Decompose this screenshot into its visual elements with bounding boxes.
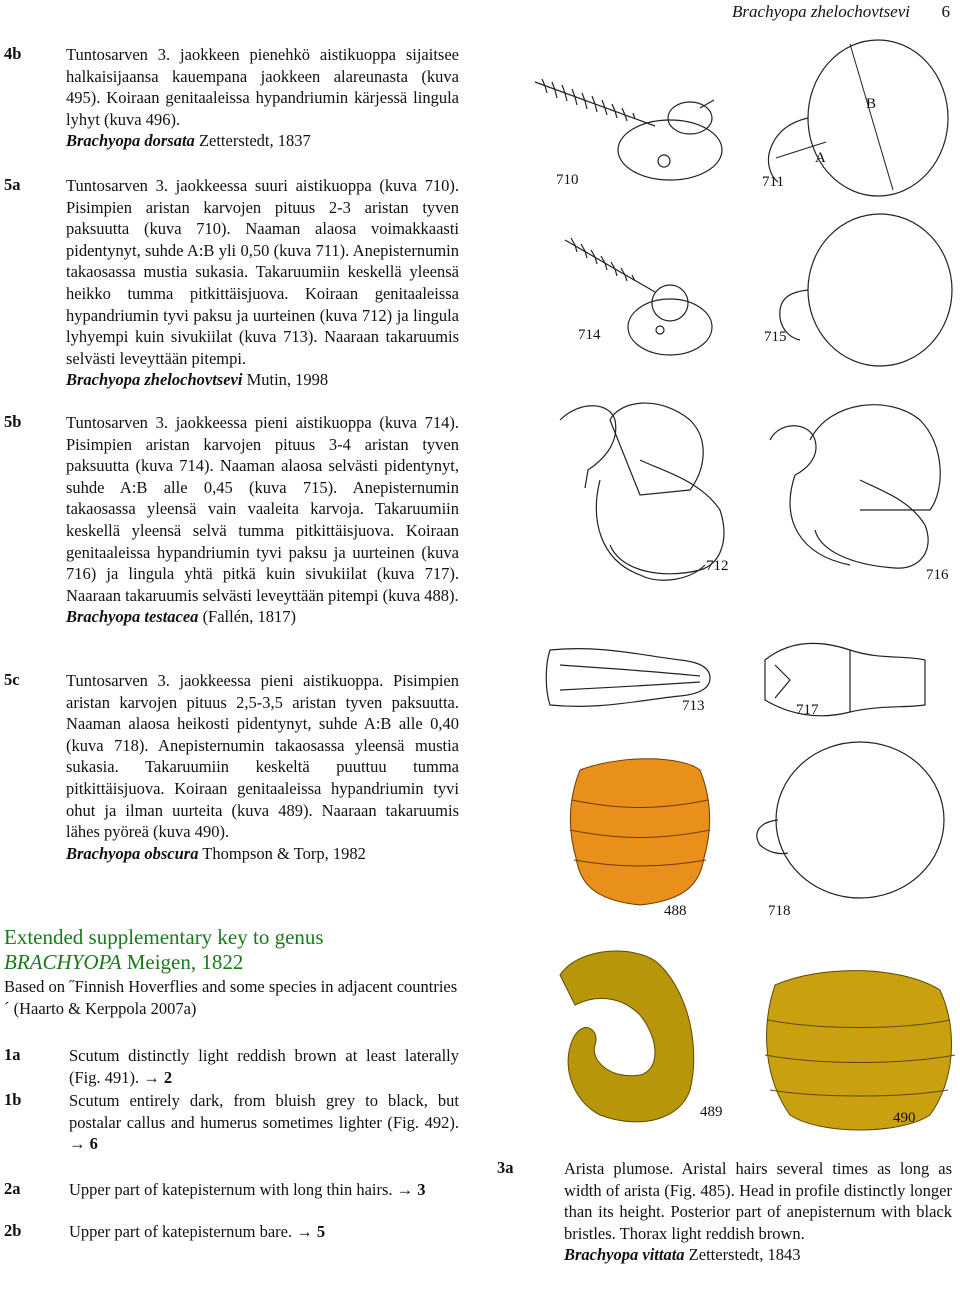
species-author: Zetterstedt, 1837	[194, 131, 311, 151]
fig-718-head-drawing	[757, 742, 944, 898]
couplet-number: 5a	[4, 175, 21, 194]
couplet-text: Scutum entirely dark, from bluish grey to black, but postalar callus and humerus sometimes lighter (Fig. 492).	[69, 1091, 459, 1132]
page-number: 6	[941, 2, 950, 21]
fig-711-label-a: A	[815, 150, 826, 166]
fig-489-label: 489	[700, 1104, 723, 1120]
supplement-author: Meigen, 1822	[121, 950, 244, 974]
species-author: (Fallén, 1817)	[198, 607, 297, 627]
goto-couplet-link[interactable]: 5	[316, 1222, 326, 1241]
fig-713-label: 713	[682, 698, 705, 714]
species-name: Brachyopa obscura	[66, 843, 199, 863]
fig-712-label: 712	[706, 558, 729, 574]
fig-488-abdomen-drawing	[570, 759, 710, 905]
couplet-number: 4b	[4, 44, 22, 63]
couplet-number: 2a	[4, 1179, 21, 1198]
fig-716-genitalia-drawing	[770, 405, 940, 568]
fig-710-label: 710	[556, 172, 579, 188]
goto-arrow: →	[396, 1180, 414, 1199]
species-name: Brachyopa zhelochovtsevi	[66, 370, 243, 390]
goto-arrow: →	[143, 1067, 160, 1087]
fig-489-genitalia-drawing	[560, 951, 694, 1122]
goto-couplet-link[interactable]: 2	[163, 1067, 173, 1087]
couplet-number: 2b	[4, 1221, 22, 1240]
goto-arrow: →	[69, 1134, 86, 1154]
couplet-number: 5b	[4, 412, 22, 431]
fig-490-abdomen-drawing	[765, 971, 955, 1130]
couplet-number: 3a	[497, 1158, 514, 1177]
fig-710-antenna-drawing	[535, 79, 722, 180]
species-name: Brachyopa testacea	[66, 607, 199, 627]
couplet-text: Tuntosarven 3. jaokkeessa pieni aistikuoppa. Pisimpien aristan karvojen pituus 2,5-3,5 aristan tyven paksuutta. Naaman alaosa heikosti pidentynyt, suhde A:B alle 0,40 (kuva 718). Anepisternumin takaosassa yleensä mustia sukasia. Takaruumiin keskeltä puuttuu tumma pitkittäisjuova. Koiraan genitaaleissa hypandriumin tyvi ohut ja ilman uurteita (kuva 489). Naaraan takaruumis lähes pyöreä (kuva 490).	[66, 671, 459, 842]
fig-718-label: 718	[768, 903, 791, 919]
fig-490-label: 490	[893, 1110, 916, 1126]
goto-arrow: →	[296, 1222, 313, 1241]
fig-714-label: 714	[578, 327, 601, 343]
fig-717-label: 717	[796, 702, 819, 718]
fig-717-lingula-drawing	[765, 643, 925, 715]
couplet-text: Tuntosarven 3. jaokkeessa pieni aistikuoppa (kuva 714). Pisimpien aristan karvojen pituus 3-4 aristan tyven paksuutta (kuva 714). Naaman alaosa selvästi pidentynyt, suhde A:B alle 0,45 (kuva 715). Anepisternumin takaosassa yleensä vain vaaleita karvoja. Takaruumiin keskellä yleensä selvä tumma pitkittäisjuova. Koiraan genitaaleissa hypandriumin tyvi paksu ja uurteinen (kuva 716) ja lingula yhtä pitkä kuin sivukiilat (kuva 717). Naaraan takaruumis selvästi leveyttään pitempi (kuva 488).	[66, 413, 459, 605]
goto-couplet-link[interactable]: 3	[417, 1180, 426, 1199]
couplet-text: Tuntosarven 3. jaokkeessa suuri aistikuoppa (kuva 710). Pisimpien aristan karvojen pituus 2-3 aristan tyven paksuutta (kuva 710). Naaman alaosa voimakkaasti pidentynyt, suhde A:B yli 0,50 (kuva 711). Anepisternumin takaosassa mustia sukasia. Takaruumiin keskellä yleensä heikko tumma pitkittäisjuova. Koiraan genitaaleissa hypandriumin tyvi paksu ja uurteinen (kuva 712) ja lingula lyhyempi kuin sivukiilat (kuva 713). Naaraan takaruumis selvästi leveyttään pitempi.	[66, 176, 459, 368]
species-author: Mutin, 1998	[242, 370, 329, 390]
supplement-source: Based on ˝Finnish Hoverflies and some species in adjacent countries´ (Haarto & Kerppola 2007a)	[4, 977, 458, 1018]
fig-715-head-drawing	[780, 214, 952, 366]
species-author: Zetterstedt, 1843	[684, 1245, 801, 1265]
couplet-text: Tuntosarven 3. jaokkeen pienehkö aistikuoppa sijaitsee halkaisijaansa kauempana jaokkeen alareunasta (kuva 495). Koiraan genitaaleissa hypandriumin kärjessä lingula lyhyt (kuva 496).	[66, 45, 459, 129]
fig-711-head-drawing	[768, 40, 948, 196]
fig-711-label-b: B	[866, 96, 877, 112]
couplet-text: Scutum distinctly light reddish brown at least laterally (Fig. 491).	[69, 1046, 459, 1087]
supplement-genus: BRACHYOPA	[4, 950, 122, 974]
couplet-number: 5c	[4, 670, 20, 689]
fig-712-genitalia-drawing	[560, 403, 724, 580]
running-title: Brachyopa zhelochovtsevi	[732, 2, 910, 21]
species-author: Thompson & Torp, 1982	[198, 843, 366, 863]
couplet-number: 1a	[4, 1045, 21, 1064]
supplement-title-line1: Extended supplementary key to genus	[4, 925, 324, 949]
couplet-number: 1b	[4, 1090, 22, 1109]
goto-couplet-link[interactable]: 6	[89, 1134, 98, 1154]
fig-711-label: 711	[762, 174, 784, 190]
couplet-text: Upper part of katepisternum bare.	[69, 1222, 293, 1241]
species-name: Brachyopa vittata	[564, 1245, 685, 1265]
species-name: Brachyopa dorsata	[66, 131, 195, 151]
couplet-text: Upper part of katepisternum with long thin hairs.	[69, 1180, 393, 1199]
fig-716-label: 716	[926, 567, 949, 583]
fig-488-label: 488	[664, 903, 687, 919]
fig-715-label: 715	[764, 329, 787, 345]
couplet-text: Arista plumose. Aristal hairs several times as long as width of arista (Fig. 485). Head in profile distinctly longer than its height. Posterior part of anepisternum with black bristles. Thorax light reddish brown.	[564, 1159, 952, 1243]
